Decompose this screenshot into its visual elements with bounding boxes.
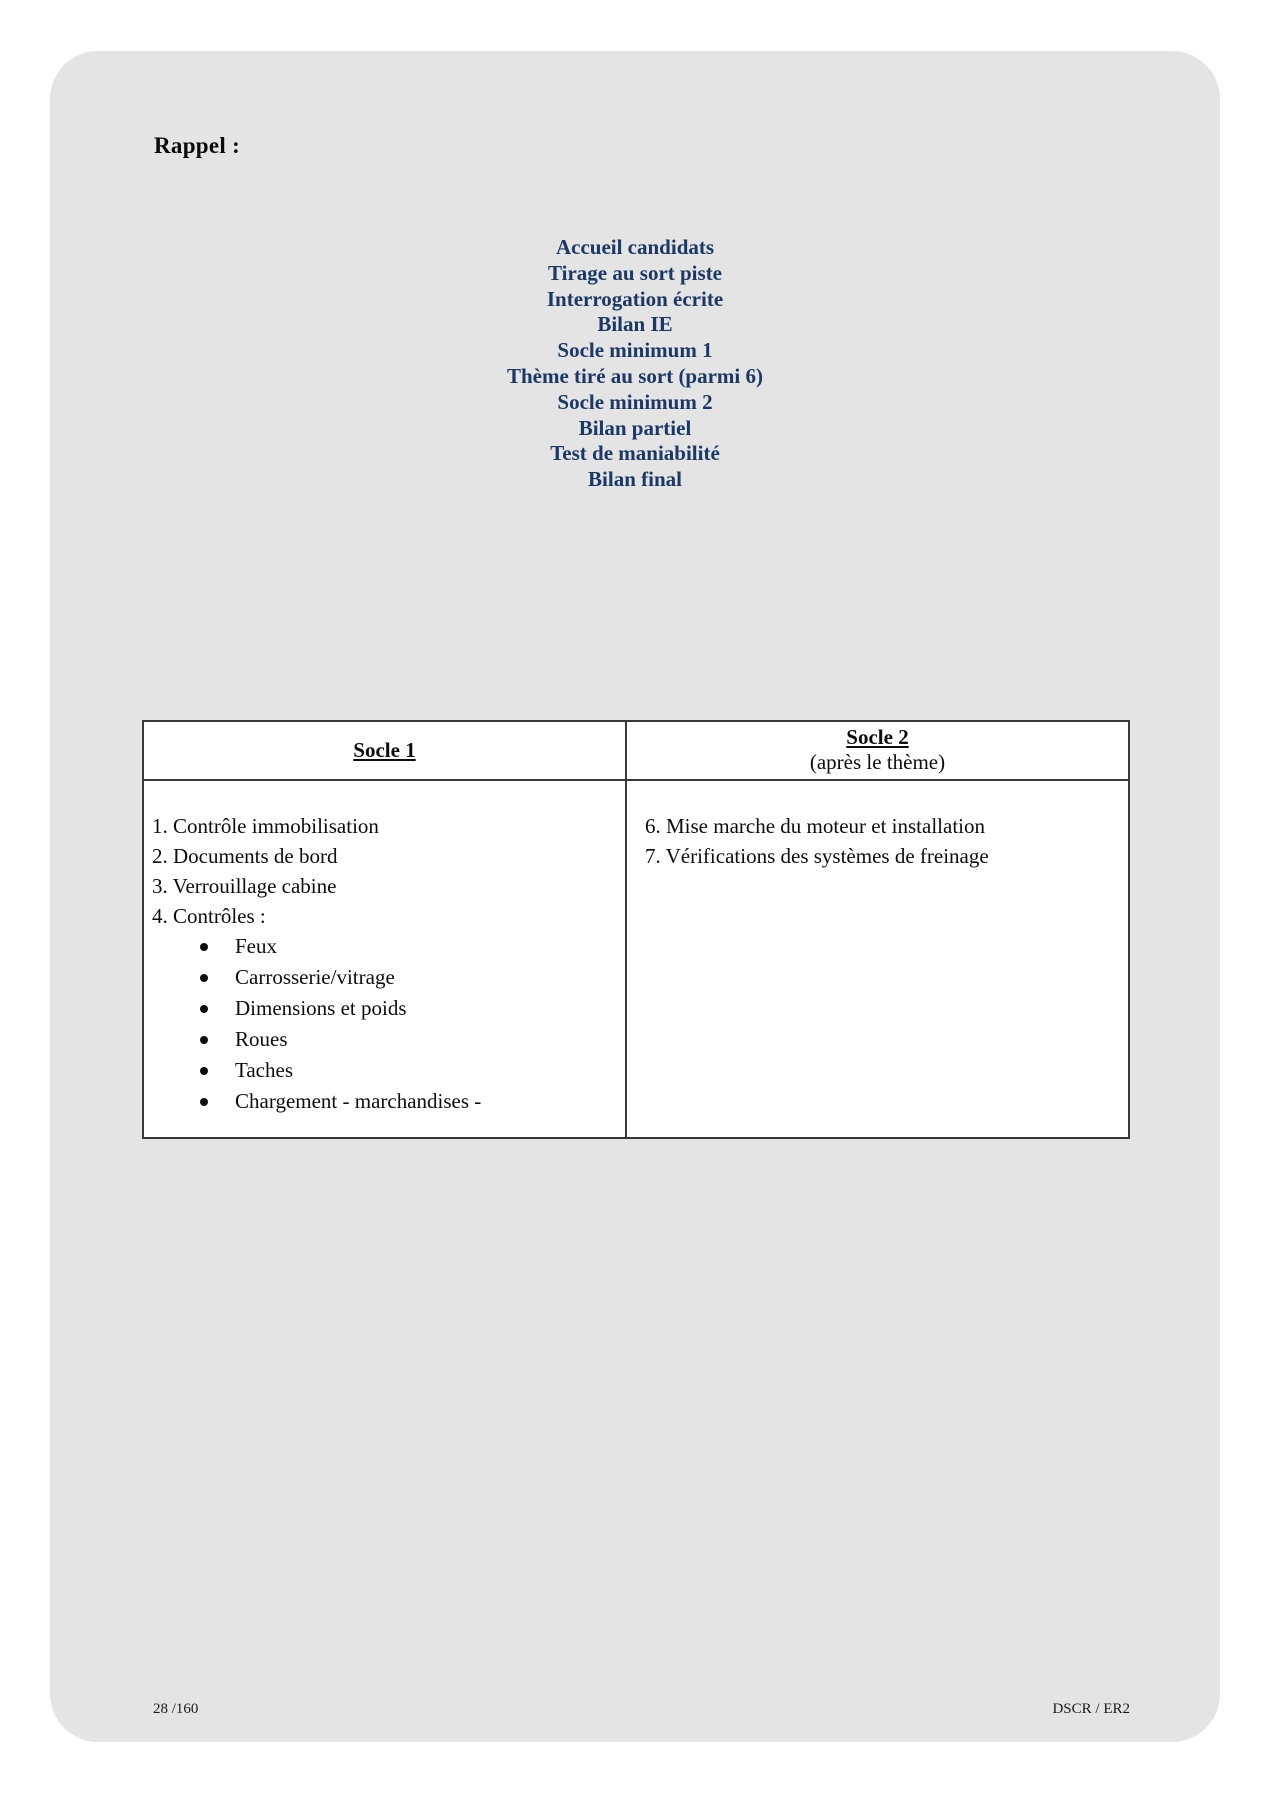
bullet-label: Taches [235, 1058, 293, 1082]
page-title: Rappel : [154, 133, 241, 158]
bullet-label: Roues [235, 1027, 288, 1051]
bullet-icon [200, 1036, 208, 1044]
socle1-item: 1. Contrôle immobilisation [152, 814, 379, 838]
socle1-bullet-item [152, 962, 621, 993]
socle1-item: 4. Contrôles : [152, 904, 266, 928]
socle1-bullet-item [152, 1086, 621, 1117]
bullet-label: Dimensions et poids [235, 996, 407, 1020]
sequence-item: Accueil candidats [555, 235, 715, 259]
socle1-cell [144, 781, 627, 1137]
sequence-item: Interrogation écrite [546, 286, 724, 311]
socle-table [142, 720, 1130, 1139]
socle1-header-cell [144, 722, 627, 779]
bullet-icon [200, 1098, 208, 1106]
bullet-icon [200, 943, 208, 951]
socle1-bullet-item [152, 993, 621, 1024]
bullet-icon [200, 1067, 208, 1075]
page-number: 28 /160 [153, 1701, 199, 1717]
sequence-item: Bilan final [588, 467, 682, 492]
sequence-item: Test de maniabilité [550, 441, 720, 466]
bullet-icon [200, 1005, 208, 1013]
sequence-item: Bilan IE [597, 312, 673, 337]
socle2-cell [627, 781, 1128, 1137]
bullet-icon [200, 974, 208, 982]
socle2-title: Socle 2 [846, 725, 909, 749]
socle2-item: 7. Vérifications des systèmes de freinage [645, 844, 989, 868]
page-footer [153, 1701, 1130, 1718]
socle-table-body-row [144, 781, 1128, 1137]
exam-sequence-list [50, 235, 1220, 493]
socle1-bullet-item [152, 1024, 621, 1055]
document-page [50, 51, 1220, 1742]
socle1-title: Socle 1 [353, 738, 416, 762]
doc-reference: DSCR / ER2 [1052, 1701, 1130, 1717]
sequence-item: Tirage au sort piste [547, 260, 723, 285]
socle-table-header-row [144, 722, 1128, 781]
sequence-item: Socle minimum 2 [557, 389, 713, 414]
bullet-label: Feux [235, 934, 277, 958]
socle2-header-cell [627, 722, 1128, 779]
sequence-item: Thème tiré au sort (parmi 6) [506, 363, 764, 388]
socle1-bullet-item [152, 931, 621, 962]
bullet-label: Chargement - marchandises - [235, 1089, 482, 1113]
bullet-label: Carrosserie/vitrage [235, 965, 395, 989]
socle2-subtitle: (après le thème) [809, 750, 946, 774]
socle1-item: 2. Documents de bord [152, 844, 338, 868]
sequence-item: Socle minimum 1 [557, 338, 713, 363]
socle2-item: 6. Mise marche du moteur et installation [645, 814, 985, 838]
socle1-item: 3. Verrouillage cabine [152, 874, 337, 898]
sequence-item: Bilan partiel [578, 415, 692, 440]
socle1-bullet-item [152, 1055, 621, 1086]
